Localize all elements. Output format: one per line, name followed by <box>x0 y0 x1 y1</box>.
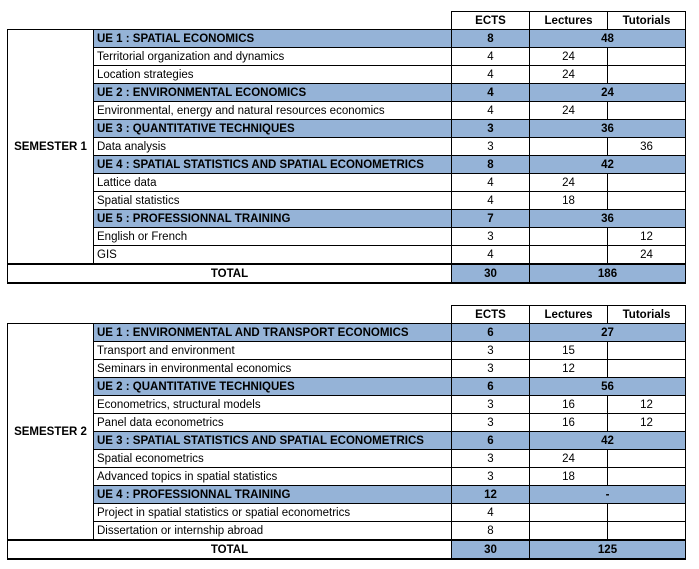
ue-total-hours: 48 <box>530 30 686 48</box>
semester-1-table <box>7 11 686 284</box>
course-row <box>8 504 686 522</box>
ue-row <box>8 30 686 48</box>
course-ects: 3 <box>452 414 530 432</box>
course-tutorials: 12 <box>608 396 686 414</box>
course-name: GIS <box>94 246 452 265</box>
course-row <box>8 360 686 378</box>
total-hours: 186 <box>530 264 686 283</box>
course-ects: 3 <box>452 360 530 378</box>
blank-cell <box>8 12 452 30</box>
course-name: Spatial econometrics <box>94 450 452 468</box>
course-lectures <box>530 504 608 522</box>
ue-ects: 6 <box>452 378 530 396</box>
course-lectures <box>530 228 608 246</box>
ue-row <box>8 210 686 228</box>
course-lectures: 15 <box>530 342 608 360</box>
tutorials-header: Tutorials <box>608 306 686 324</box>
course-name: Seminars in environmental economics <box>94 360 452 378</box>
course-row <box>8 66 686 84</box>
course-lectures: 18 <box>530 468 608 486</box>
total-label: TOTAL <box>8 540 452 559</box>
ue-name: UE 2 : ENVIRONMENTAL ECONOMICS <box>94 84 452 102</box>
course-lectures: 16 <box>530 396 608 414</box>
ue-row <box>8 378 686 396</box>
ue-row <box>8 432 686 450</box>
course-tutorials <box>608 504 686 522</box>
course-tutorials <box>608 342 686 360</box>
ue-row <box>8 486 686 504</box>
course-row <box>8 102 686 120</box>
course-lectures: 16 <box>530 414 608 432</box>
ue-name: UE 4 : SPATIAL STATISTICS AND SPATIAL ECONOMETRICS <box>94 156 452 174</box>
ue-total-hours: 42 <box>530 156 686 174</box>
semester-2-table <box>7 305 686 560</box>
course-lectures <box>530 522 608 541</box>
course-lectures: 24 <box>530 66 608 84</box>
ue-total-hours: 36 <box>530 120 686 138</box>
course-tutorials <box>608 450 686 468</box>
total-hours: 125 <box>530 540 686 559</box>
course-ects: 4 <box>452 48 530 66</box>
semester-1-table-wrapper <box>7 11 686 284</box>
ue-name: UE 2 : QUANTITATIVE TECHNIQUES <box>94 378 452 396</box>
blank-cell <box>8 306 452 324</box>
course-name: English or French <box>94 228 452 246</box>
course-ects: 8 <box>452 522 530 541</box>
course-ects: 3 <box>452 396 530 414</box>
ects-header: ECTS <box>452 12 530 30</box>
ue-total-hours: 24 <box>530 84 686 102</box>
course-ects: 3 <box>452 468 530 486</box>
ue-ects: 4 <box>452 84 530 102</box>
ue-total-hours: 36 <box>530 210 686 228</box>
ue-ects: 8 <box>452 156 530 174</box>
ue-name: UE 1 : ENVIRONMENTAL AND TRANSPORT ECONOMICS <box>94 324 452 342</box>
ue-total-hours: 42 <box>530 432 686 450</box>
ue-ects: 3 <box>452 120 530 138</box>
course-name: Panel data econometrics <box>94 414 452 432</box>
header-row <box>8 306 686 324</box>
ue-row <box>8 120 686 138</box>
semester-label: SEMESTER 2 <box>8 324 94 541</box>
course-lectures: 24 <box>530 450 608 468</box>
course-row <box>8 396 686 414</box>
course-row <box>8 468 686 486</box>
course-lectures: 24 <box>530 174 608 192</box>
ue-total-hours: 56 <box>530 378 686 396</box>
course-lectures <box>530 138 608 156</box>
course-tutorials: 12 <box>608 228 686 246</box>
course-lectures: 18 <box>530 192 608 210</box>
course-name: Project in spatial statistics or spatial econometrics <box>94 504 452 522</box>
total-ects: 30 <box>452 264 530 283</box>
course-tutorials <box>608 360 686 378</box>
course-ects: 3 <box>452 228 530 246</box>
total-label: TOTAL <box>8 264 452 283</box>
course-ects: 3 <box>452 450 530 468</box>
course-name: Spatial statistics <box>94 192 452 210</box>
ue-ects: 6 <box>452 432 530 450</box>
course-row <box>8 342 686 360</box>
ue-row <box>8 156 686 174</box>
course-row <box>8 414 686 432</box>
course-name: Econometrics, structural models <box>94 396 452 414</box>
ue-name: UE 3 : QUANTITATIVE TECHNIQUES <box>94 120 452 138</box>
course-ects: 4 <box>452 504 530 522</box>
total-row <box>8 540 686 559</box>
course-tutorials: 24 <box>608 246 686 265</box>
tutorials-header: Tutorials <box>608 12 686 30</box>
course-name: Data analysis <box>94 138 452 156</box>
ects-header: ECTS <box>452 306 530 324</box>
course-tutorials <box>608 192 686 210</box>
ue-ects: 8 <box>452 30 530 48</box>
course-ects: 4 <box>452 192 530 210</box>
ue-name: UE 3 : SPATIAL STATISTICS AND SPATIAL ECONOMETRICS <box>94 432 452 450</box>
course-tutorials: 12 <box>608 414 686 432</box>
ue-ects: 7 <box>452 210 530 228</box>
ue-ects: 6 <box>452 324 530 342</box>
course-tutorials <box>608 48 686 66</box>
course-ects: 4 <box>452 246 530 265</box>
ue-ects: 12 <box>452 486 530 504</box>
course-name: Environmental, energy and natural resources economics <box>94 102 452 120</box>
ue-row <box>8 84 686 102</box>
header-row <box>8 12 686 30</box>
course-tutorials <box>608 522 686 541</box>
course-row <box>8 192 686 210</box>
course-row <box>8 450 686 468</box>
lectures-header: Lectures <box>530 12 608 30</box>
ue-row <box>8 324 686 342</box>
course-ects: 4 <box>452 174 530 192</box>
ue-name: UE 1 : SPATIAL ECONOMICS <box>94 30 452 48</box>
course-lectures: 12 <box>530 360 608 378</box>
course-row <box>8 138 686 156</box>
course-row <box>8 246 686 265</box>
course-row <box>8 522 686 541</box>
course-name: Lattice data <box>94 174 452 192</box>
course-ects: 3 <box>452 342 530 360</box>
ue-total-hours: 27 <box>530 324 686 342</box>
course-tutorials <box>608 66 686 84</box>
course-row <box>8 174 686 192</box>
ue-name: UE 5 : PROFESSIONNAL TRAINING <box>94 210 452 228</box>
course-lectures <box>530 246 608 265</box>
course-name: Transport and environment <box>94 342 452 360</box>
course-name: Dissertation or internship abroad <box>94 522 452 541</box>
course-lectures: 24 <box>530 48 608 66</box>
course-tutorials <box>608 468 686 486</box>
course-name: Location strategies <box>94 66 452 84</box>
semester-label: SEMESTER 1 <box>8 30 94 265</box>
course-ects: 3 <box>452 138 530 156</box>
course-tutorials <box>608 174 686 192</box>
total-ects: 30 <box>452 540 530 559</box>
course-row <box>8 228 686 246</box>
course-tutorials <box>608 102 686 120</box>
course-row <box>8 48 686 66</box>
course-tutorials: 36 <box>608 138 686 156</box>
course-name: Territorial organization and dynamics <box>94 48 452 66</box>
total-row <box>8 264 686 283</box>
lectures-header: Lectures <box>530 306 608 324</box>
course-lectures: 24 <box>530 102 608 120</box>
course-name: Advanced topics in spatial statistics <box>94 468 452 486</box>
ue-name: UE 4 : PROFESSIONNAL TRAINING <box>94 486 452 504</box>
course-ects: 4 <box>452 102 530 120</box>
course-ects: 4 <box>452 66 530 84</box>
ue-total-hours: - <box>530 486 686 504</box>
semester-2-table-wrapper <box>7 305 686 560</box>
